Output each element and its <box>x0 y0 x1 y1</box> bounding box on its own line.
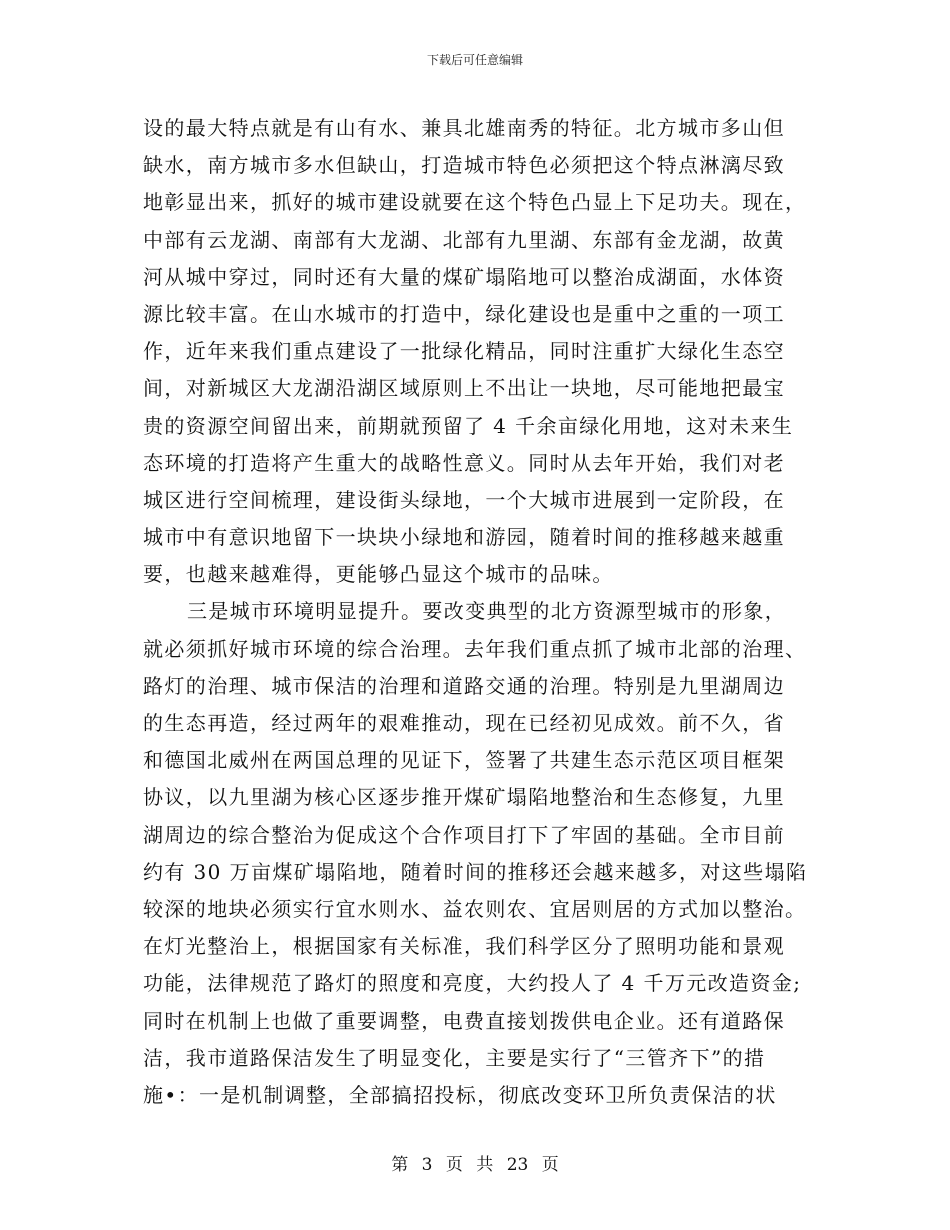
text-line: 协议，以九里湖为核心区逐步推开煤矿塌陷地整治和生态修复，九里 <box>143 785 785 810</box>
text-line: 间，对新城区大龙湖沿湖区域原则上不出让一块地，尽可能地把最宝 <box>143 376 785 401</box>
text-line: 和德国北威州在两国总理的见证下，签署了共建生态示范区项目框架 <box>143 748 785 773</box>
paragraph-1 <box>143 110 807 593</box>
text-line: 河从城中穿过，同时还有大量的煤矿塌陷地可以整治成湖面，水体资 <box>143 264 785 289</box>
text-line: 要，也越来越难得，更能够凸显这个城市的品味。 <box>143 562 614 587</box>
text-line: 贵的资源空间留出来，前期就预留了 4 千余亩绿化用地，这对未来生 <box>143 413 794 438</box>
text-line: 态环境的打造将产生重大的战略性意义。同时从去年开始，我们对老 <box>143 450 785 475</box>
text-line: 洁，我市道路保洁发生了明显变化，主要是实行了“三管齐下”的措 <box>143 1045 766 1070</box>
text-line: 地彰显出来，抓好的城市建设就要在这个特色凸显上下足功夫。现在， <box>143 190 807 215</box>
text-line: 较深的地块必须实行宜水则水、益农则农、宜居则居的方式加以整治。 <box>143 896 807 921</box>
paragraph-2 <box>143 593 808 1114</box>
text-line: 的生态再造，经过两年的艰难推动，现在已经初见成效。前不久，省 <box>143 711 785 735</box>
text-line: 设的最大特点就是有山有水、兼具北雄南秀的特征。北方城市多山但 <box>143 116 785 140</box>
text-line: 缺水，南方城市多水但缺山，打造城市特色必须把这个特点淋漓尽致 <box>143 153 785 178</box>
text-line: 城市中有意识地留下一块块小绿地和游园，随着时间的推移越来越重 <box>143 525 785 550</box>
text-line: 同时在机制上也做了重要调整，电费直接划拨供电企业。还有道路保 <box>143 1008 785 1033</box>
text-line: 城区进行空间梳理，建设街头绿地，一个大城市进展到一定阶段，在 <box>143 487 785 512</box>
page-number-total: 23 <box>506 1155 529 1175</box>
text-line: 功能，法律规范了路灯的照度和亮度，大约投人了 4 千万元改造资金; <box>143 971 802 996</box>
text-line: 约有 30 万亩煤矿塌陷地，随着时间的推移还会越来越多，对这些塌陷 <box>143 859 808 884</box>
page-number-current: 3 <box>421 1155 433 1175</box>
text-line: 路灯的治理、城市保洁的治理和道路交通的治理。特别是九里湖周边 <box>143 673 785 698</box>
text-line: 在灯光整治上，根据国家有关标准，我们科学区分了照明功能和景观 <box>143 934 785 959</box>
text-line: 中部有云龙湖、南部有大龙湖、北部有九里湖、东部有金龙湖，故黄 <box>143 227 785 252</box>
footer-label-di: 第 <box>391 1155 409 1175</box>
footer-label-ye: 页 <box>445 1155 463 1175</box>
footer-label-ye: 页 <box>541 1155 559 1175</box>
text-line: 施•：一是机制调整，全部搞招投标，彻底改变环卫所负责保洁的状 <box>143 1082 777 1107</box>
text-line: 湖周边的综合整治为促成这个合作项目打下了牢固的基础。全市目前 <box>143 822 785 847</box>
text-line: 作，近年来我们重点建设了一批绿化精品，同时注重扩大绿化生态空 <box>143 339 785 364</box>
footer-label-gong: 共 <box>476 1155 494 1175</box>
page-footer <box>0 1154 950 1176</box>
page-header: 下载后可任意编辑 <box>426 53 523 67</box>
document-body <box>143 110 808 1114</box>
text-line: 就必须抓好城市环境的综合治理。去年我们重点抓了城市北部的治理、 <box>143 636 807 661</box>
text-line: 源比较丰富。在山水城市的打造中，绿化建设也是重中之重的一项工 <box>143 301 785 326</box>
text-line: 三是城市环境明显提升。要改变典型的北方资源型城市的形象， <box>187 599 787 624</box>
